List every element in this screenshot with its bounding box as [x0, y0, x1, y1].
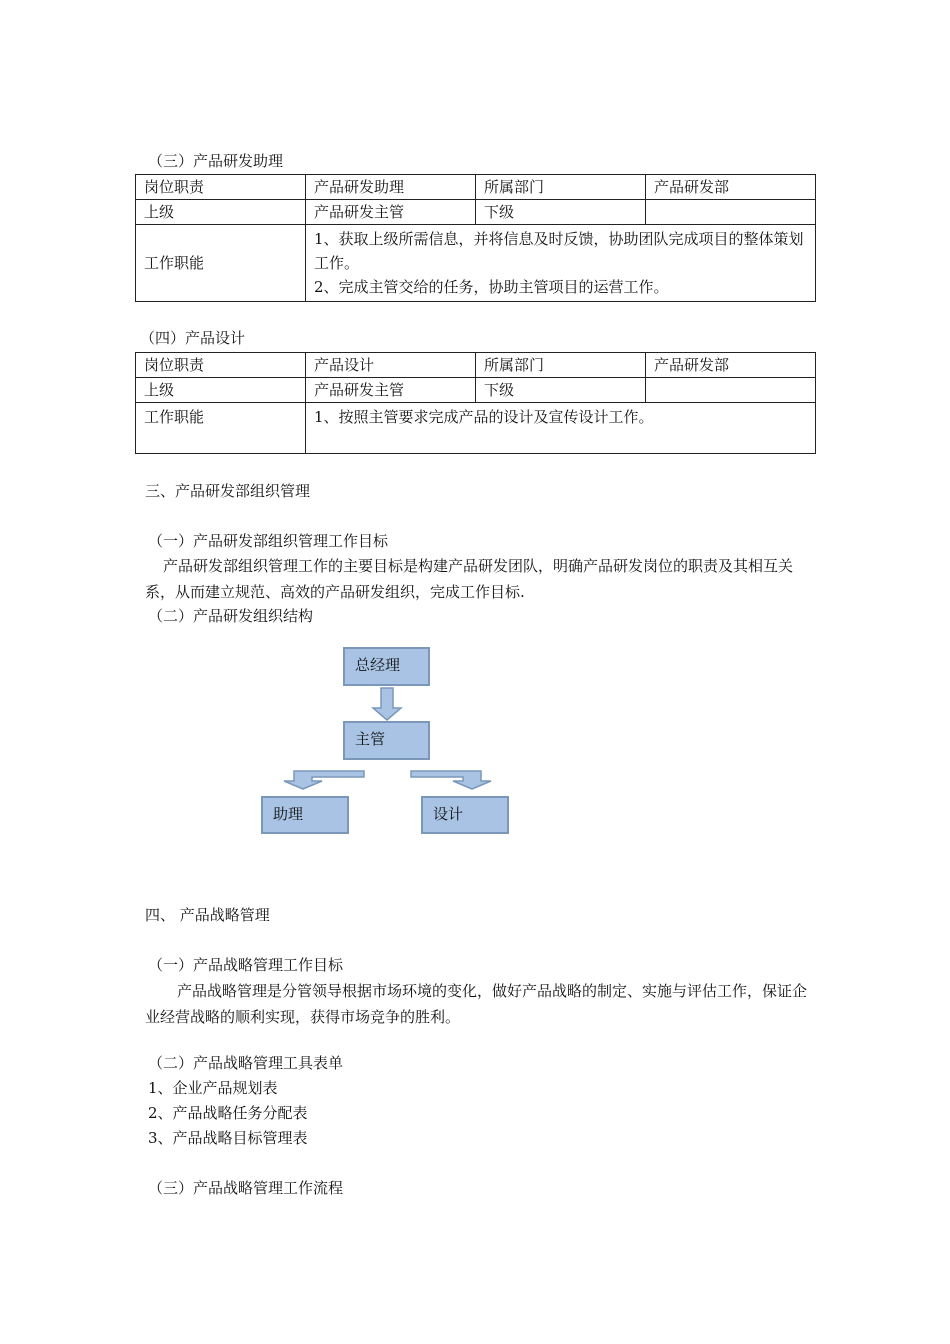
- org-node-supervisor: 主管: [343, 721, 430, 760]
- part-heading: 四、 产品战略管理: [145, 906, 270, 924]
- sub-heading: （二）产品战略管理工具表单: [148, 1054, 344, 1072]
- part-heading: 三、产品研发部组织管理: [145, 482, 311, 500]
- bent-arrow-left-icon: [284, 771, 364, 789]
- down-arrow-icon: [373, 688, 401, 720]
- org-node-designer: 设计: [421, 796, 509, 834]
- table-cell: 所属部门: [476, 353, 646, 378]
- list-item: 1、企业产品规划表: [148, 1079, 278, 1097]
- table-cell: 产品研发助理: [306, 175, 476, 200]
- paragraph: 产品研发部组织管理工作的主要目标是构建产品研发团队，明确产品研发岗位的职责及其相互关系，从而建立规范、高效的产品研发组织，完成工作目标.: [145, 557, 794, 601]
- duty-line: 1、获取上级所需信息，并将信息及时反馈，协助团队完成项目的整体策划工作。: [314, 230, 804, 272]
- table-cell: 产品研发部: [646, 353, 816, 378]
- table-cell: 岗位职责: [136, 175, 306, 200]
- sub-heading: （二）产品研发组织结构: [148, 607, 314, 625]
- table-cell: 上级: [136, 200, 306, 225]
- bent-arrow-right-icon: [411, 771, 491, 789]
- table-cell: 产品研发部: [646, 175, 816, 200]
- table-cell: 工作职能: [136, 403, 306, 454]
- paragraph: 产品战略管理是分管领导根据市场环境的变化，做好产品战略的制定、实施与评估工作，保证企业经营战略的顺利实现，获得市场竞争的胜利。: [145, 982, 808, 1026]
- duty-line: 2、完成主管交给的任务，协助主管项目的运营工作。: [314, 278, 669, 296]
- table-cell: 产品研发主管: [306, 200, 476, 225]
- section-heading: （四）产品设计: [140, 329, 246, 347]
- org-node-general-manager: 总经理: [343, 647, 430, 686]
- table-cell: 上级: [136, 378, 306, 403]
- sub-heading: （一）产品战略管理工作目标: [148, 956, 344, 974]
- table-cell: 岗位职责: [136, 353, 306, 378]
- table-cell: 产品设计: [306, 353, 476, 378]
- table-cell: 产品研发主管: [306, 378, 476, 403]
- org-node-assistant: 助理: [261, 796, 349, 834]
- table-cell: 工作职能: [136, 225, 306, 302]
- section-heading: （三）产品研发助理: [148, 152, 284, 170]
- list-item: 3、产品战略目标管理表: [148, 1129, 308, 1147]
- table-cell: 所属部门: [476, 175, 646, 200]
- list-item: 2、产品战略任务分配表: [148, 1104, 308, 1122]
- sub-heading: （一）产品研发部组织管理工作目标: [148, 532, 389, 550]
- table-cell: 下级: [476, 200, 646, 225]
- sub-heading: （三）产品战略管理工作流程: [148, 1179, 344, 1197]
- duty-line: 1、按照主管要求完成产品的设计及宣传设计工作。: [314, 408, 654, 426]
- table-cell: 下级: [476, 378, 646, 403]
